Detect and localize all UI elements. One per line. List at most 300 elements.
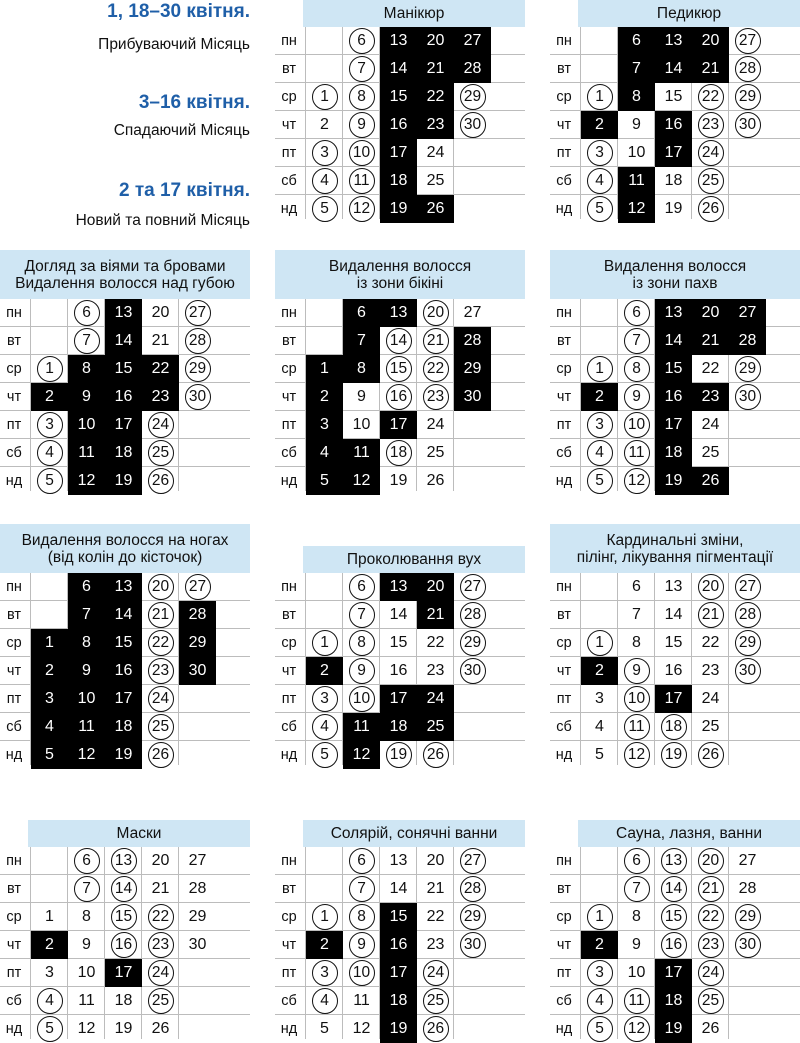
weekday-label: чт <box>281 389 297 405</box>
day-cell <box>105 439 142 467</box>
day-number: 1 <box>312 84 338 110</box>
day-number: 2 <box>45 662 54 679</box>
day-number: 10 <box>349 960 375 986</box>
day-cell <box>31 657 68 685</box>
day-number: 8 <box>82 634 91 651</box>
day-cell <box>68 987 105 1015</box>
day-number: 24 <box>423 960 449 986</box>
day-number: 17 <box>389 690 408 707</box>
weekday-label: сб <box>281 173 297 189</box>
day-number: 8 <box>632 634 641 651</box>
day-cell <box>31 713 68 741</box>
day-number: 9 <box>82 388 91 405</box>
day-number: 29 <box>463 360 482 377</box>
legend-waning-dates: 3–16 квітня. <box>138 92 250 113</box>
day-number: 12 <box>352 1020 371 1037</box>
day-cell <box>343 959 380 987</box>
day-cell <box>105 847 142 875</box>
day-cell <box>343 383 380 411</box>
weekday-label: чт <box>6 937 22 953</box>
day-number: 20 <box>151 304 170 321</box>
day-number: 11 <box>349 168 375 194</box>
day-number: 15 <box>111 904 137 930</box>
day-number: 14 <box>111 876 137 902</box>
day-cell <box>68 439 105 467</box>
day-number: 10 <box>77 964 96 981</box>
day-number: 28 <box>188 880 207 897</box>
day-number: 10 <box>624 686 650 712</box>
weekday-label: нд <box>555 747 573 763</box>
day-number: 29 <box>735 84 761 110</box>
day-cell <box>306 1015 343 1043</box>
day-number: 15 <box>386 356 412 382</box>
weekday-label: пн <box>6 853 22 869</box>
day-cell <box>618 1015 655 1043</box>
day-cell <box>380 741 417 769</box>
day-number: 20 <box>151 852 170 869</box>
day-number: 14 <box>389 606 408 623</box>
day-cell <box>31 383 68 411</box>
weekday-label: вт <box>6 881 22 897</box>
calendar-block <box>550 820 800 1039</box>
day-number: 9 <box>349 112 375 138</box>
day-number: 30 <box>460 658 486 684</box>
day-number: 6 <box>357 304 366 321</box>
weekday-label: нд <box>555 473 573 489</box>
day-number: 24 <box>148 960 174 986</box>
day-number: 26 <box>701 472 720 489</box>
day-number: 13 <box>389 852 408 869</box>
day-cell <box>343 573 380 601</box>
day-cell <box>655 467 692 495</box>
day-cell <box>306 467 343 495</box>
day-cell <box>179 931 216 959</box>
weekday-label: сб <box>556 993 572 1009</box>
day-cell <box>380 629 417 657</box>
day-number: 11 <box>353 444 370 461</box>
day-number: 25 <box>426 718 445 735</box>
day-cell <box>105 573 142 601</box>
day-number: 7 <box>349 876 375 902</box>
day-cell <box>68 847 105 875</box>
day-cell <box>306 411 343 439</box>
day-number: 27 <box>460 848 486 874</box>
day-number: 6 <box>632 32 641 49</box>
day-cell <box>142 713 179 741</box>
day-cell <box>655 167 692 195</box>
day-number: 1 <box>37 356 63 382</box>
day-number: 5 <box>595 746 604 763</box>
day-number: 19 <box>389 1020 408 1037</box>
day-number: 14 <box>389 880 408 897</box>
day-number: 22 <box>148 630 174 656</box>
day-cell <box>454 847 491 875</box>
day-number: 6 <box>349 28 375 54</box>
day-number: 29 <box>185 356 211 382</box>
day-number: 18 <box>664 444 683 461</box>
weekday-label: вт <box>281 333 297 349</box>
day-number: 16 <box>664 662 683 679</box>
day-number: 4 <box>587 168 613 194</box>
day-cell <box>655 847 692 875</box>
day-number: 10 <box>352 416 371 433</box>
day-cell <box>692 111 729 139</box>
day-number: 20 <box>701 32 720 49</box>
day-number: 29 <box>188 908 207 925</box>
day-cell <box>417 629 454 657</box>
day-cell <box>454 629 491 657</box>
day-cell <box>618 959 655 987</box>
day-cell <box>692 573 729 601</box>
day-number: 17 <box>664 690 683 707</box>
day-cell <box>729 875 766 903</box>
legend-new-full-label: Новий та повний Місяць <box>75 212 250 229</box>
day-number: 23 <box>426 116 445 133</box>
day-cell <box>692 139 729 167</box>
day-number: 2 <box>320 936 329 953</box>
day-number: 28 <box>735 602 761 628</box>
day-number: 28 <box>185 328 211 354</box>
day-cell <box>618 987 655 1015</box>
day-number: 23 <box>698 112 724 138</box>
day-number: 29 <box>460 84 486 110</box>
calendar-title-line: Сауна, лазня, ванни <box>616 825 762 842</box>
day-number: 24 <box>148 686 174 712</box>
day-cell <box>343 139 380 167</box>
day-cell <box>380 55 417 83</box>
day-number: 19 <box>661 742 687 768</box>
day-number: 5 <box>37 1016 63 1042</box>
day-cell <box>692 601 729 629</box>
day-cell <box>306 903 343 931</box>
day-cell <box>142 411 179 439</box>
weekday-label: чт <box>6 663 22 679</box>
day-number: 8 <box>349 630 375 656</box>
day-cell <box>618 299 655 327</box>
day-number: 21 <box>151 332 170 349</box>
day-number: 19 <box>664 200 683 217</box>
day-cell <box>31 1015 68 1043</box>
weekday-label: нд <box>555 201 573 217</box>
day-cell <box>343 657 380 685</box>
day-cell <box>105 383 142 411</box>
day-cell <box>655 299 692 327</box>
day-cell <box>343 439 380 467</box>
day-cell <box>306 741 343 769</box>
day-number: 11 <box>628 172 645 189</box>
day-cell <box>417 167 454 195</box>
day-number: 5 <box>37 468 63 494</box>
day-number: 22 <box>423 356 449 382</box>
weekday-label: пн <box>281 305 297 321</box>
day-number: 11 <box>624 714 650 740</box>
day-cell <box>105 601 142 629</box>
weekday-label: чт <box>556 389 572 405</box>
calendar-title-line: Педикюр <box>656 5 722 22</box>
day-cell <box>179 847 216 875</box>
day-number: 15 <box>664 634 683 651</box>
day-cell <box>179 573 216 601</box>
day-number: 13 <box>114 578 133 595</box>
calendar-block <box>275 0 525 219</box>
day-cell <box>655 383 692 411</box>
day-cell <box>142 657 179 685</box>
weekday-label: чт <box>6 389 22 405</box>
day-cell <box>729 601 766 629</box>
weekday-label: сб <box>556 719 572 735</box>
day-number: 21 <box>698 602 724 628</box>
day-cell <box>692 629 729 657</box>
day-number: 22 <box>151 360 170 377</box>
day-number: 10 <box>627 144 646 161</box>
day-number: 15 <box>389 88 408 105</box>
day-cell <box>105 685 142 713</box>
day-cell <box>618 167 655 195</box>
day-cell <box>655 411 692 439</box>
day-cell <box>581 139 618 167</box>
day-number: 18 <box>389 172 408 189</box>
day-cell <box>417 1015 454 1043</box>
day-number: 9 <box>349 658 375 684</box>
day-number: 9 <box>357 388 366 405</box>
day-cell <box>142 959 179 987</box>
day-cell <box>31 439 68 467</box>
day-cell <box>380 959 417 987</box>
day-cell <box>454 299 491 327</box>
day-cell <box>417 903 454 931</box>
day-cell <box>343 1015 380 1043</box>
day-number: 13 <box>664 578 683 595</box>
day-number: 6 <box>349 574 375 600</box>
day-cell <box>581 903 618 931</box>
day-number: 21 <box>423 328 449 354</box>
day-number: 5 <box>587 196 613 222</box>
weekday-label: пн <box>6 305 22 321</box>
day-cell <box>581 1015 618 1043</box>
day-number: 15 <box>114 360 133 377</box>
day-cell <box>417 987 454 1015</box>
day-cell <box>692 195 729 223</box>
day-number: 6 <box>632 578 641 595</box>
day-number: 7 <box>624 876 650 902</box>
day-cell <box>380 327 417 355</box>
day-cell <box>581 685 618 713</box>
day-cell <box>343 195 380 223</box>
weekday-label: ср <box>281 909 297 925</box>
day-number: 12 <box>627 200 646 217</box>
moon-phase-legend <box>0 0 258 250</box>
weekday-label: сб <box>556 445 572 461</box>
day-number: 15 <box>114 634 133 651</box>
day-number: 1 <box>312 904 338 930</box>
day-cell <box>692 383 729 411</box>
day-number: 27 <box>735 28 761 54</box>
day-number: 1 <box>587 630 613 656</box>
day-cell <box>31 467 68 495</box>
day-cell <box>179 629 216 657</box>
day-number: 10 <box>624 412 650 438</box>
weekday-label: вт <box>281 607 297 623</box>
day-number: 26 <box>426 472 445 489</box>
day-cell <box>618 713 655 741</box>
weekday-label: пт <box>6 417 22 433</box>
day-cell <box>142 467 179 495</box>
day-number: 20 <box>426 578 445 595</box>
calendar-title-line: Видалення волосся на ногах <box>21 531 229 549</box>
day-cell <box>729 111 766 139</box>
day-cell <box>692 299 729 327</box>
day-cell <box>655 55 692 83</box>
day-number: 29 <box>735 630 761 656</box>
day-number: 7 <box>624 328 650 354</box>
weekday-label: чт <box>281 663 297 679</box>
day-number: 28 <box>463 60 482 77</box>
day-cell <box>142 573 179 601</box>
calendar-block <box>550 531 800 765</box>
day-number: 21 <box>426 606 445 623</box>
day-number: 13 <box>111 848 137 874</box>
day-number: 14 <box>664 606 683 623</box>
day-cell <box>618 875 655 903</box>
day-number: 29 <box>735 356 761 382</box>
day-cell <box>343 847 380 875</box>
day-cell <box>581 111 618 139</box>
weekday-label: вт <box>556 61 572 77</box>
day-number: 10 <box>77 416 96 433</box>
day-cell <box>417 383 454 411</box>
day-cell <box>729 657 766 685</box>
day-cell <box>380 931 417 959</box>
weekday-label: пн <box>281 33 297 49</box>
day-cell <box>380 987 417 1015</box>
day-number: 1 <box>587 84 613 110</box>
day-cell <box>179 327 216 355</box>
day-cell <box>105 903 142 931</box>
day-number: 27 <box>185 574 211 600</box>
calendar-title-line: Солярій, сонячні ванни <box>330 825 498 842</box>
day-cell <box>655 685 692 713</box>
weekday-label: чт <box>281 937 297 953</box>
day-number: 23 <box>701 662 720 679</box>
day-cell <box>692 847 729 875</box>
day-cell <box>380 847 417 875</box>
day-number: 22 <box>148 904 174 930</box>
calendar-title <box>28 820 250 847</box>
day-cell <box>618 903 655 931</box>
day-cell <box>655 713 692 741</box>
day-cell <box>692 167 729 195</box>
day-cell <box>380 573 417 601</box>
day-number: 11 <box>353 718 370 735</box>
day-cell <box>692 411 729 439</box>
day-cell <box>179 355 216 383</box>
day-cell <box>343 299 380 327</box>
day-number: 13 <box>389 578 408 595</box>
calendar-title-line: Догляд за віями та бровами <box>24 257 226 275</box>
day-number: 27 <box>738 852 757 869</box>
day-cell <box>343 55 380 83</box>
day-number: 23 <box>426 662 445 679</box>
calendar-block <box>550 257 800 491</box>
day-number: 10 <box>77 690 96 707</box>
weekday-label: вт <box>281 881 297 897</box>
day-number: 24 <box>701 416 720 433</box>
weekday-label: сб <box>281 719 297 735</box>
day-number: 25 <box>148 440 174 466</box>
day-number: 28 <box>735 56 761 82</box>
calendar-title <box>0 524 250 573</box>
day-number: 19 <box>114 1020 133 1037</box>
day-number: 19 <box>386 742 412 768</box>
day-number: 26 <box>426 200 445 217</box>
day-number: 7 <box>74 876 100 902</box>
day-number: 12 <box>624 1016 650 1042</box>
day-cell <box>655 355 692 383</box>
calendar-title-line: Кардинальні зміни, <box>606 531 744 549</box>
day-cell <box>68 959 105 987</box>
day-cell <box>68 411 105 439</box>
day-number: 21 <box>426 880 445 897</box>
day-cell <box>380 139 417 167</box>
day-cell <box>105 327 142 355</box>
calendar-title-line: Видалення волосся <box>328 257 472 275</box>
day-cell <box>655 27 692 55</box>
day-cell <box>343 83 380 111</box>
day-number: 23 <box>423 384 449 410</box>
day-cell <box>692 657 729 685</box>
day-cell <box>692 959 729 987</box>
day-cell <box>729 931 766 959</box>
day-number: 21 <box>426 60 445 77</box>
day-cell <box>454 875 491 903</box>
day-cell <box>729 27 766 55</box>
day-cell <box>142 327 179 355</box>
day-number: 27 <box>460 574 486 600</box>
day-number: 30 <box>460 932 486 958</box>
day-number: 10 <box>349 140 375 166</box>
day-cell <box>179 903 216 931</box>
weekday-label: ср <box>281 361 297 377</box>
weekday-label: чт <box>556 663 572 679</box>
day-cell <box>343 903 380 931</box>
day-number: 28 <box>188 606 207 623</box>
day-number: 16 <box>661 932 687 958</box>
day-cell <box>692 27 729 55</box>
day-number: 25 <box>426 444 445 461</box>
calendar-title-line: Видалення волосся <box>603 257 747 275</box>
weekday-label: сб <box>556 173 572 189</box>
day-number: 9 <box>632 936 641 953</box>
day-cell <box>105 741 142 769</box>
weekday-label: пн <box>556 305 572 321</box>
day-cell <box>417 327 454 355</box>
weekday-label: пт <box>556 145 572 161</box>
day-cell <box>729 629 766 657</box>
day-cell <box>655 111 692 139</box>
day-cell <box>105 987 142 1015</box>
day-number: 4 <box>595 718 604 735</box>
day-number: 28 <box>460 602 486 628</box>
day-cell <box>729 327 766 355</box>
day-number: 17 <box>114 416 133 433</box>
day-cell <box>380 27 417 55</box>
day-number: 3 <box>45 690 54 707</box>
day-number: 3 <box>587 140 613 166</box>
day-cell <box>179 875 216 903</box>
day-cell <box>68 327 105 355</box>
day-cell <box>343 685 380 713</box>
day-number: 4 <box>320 444 329 461</box>
